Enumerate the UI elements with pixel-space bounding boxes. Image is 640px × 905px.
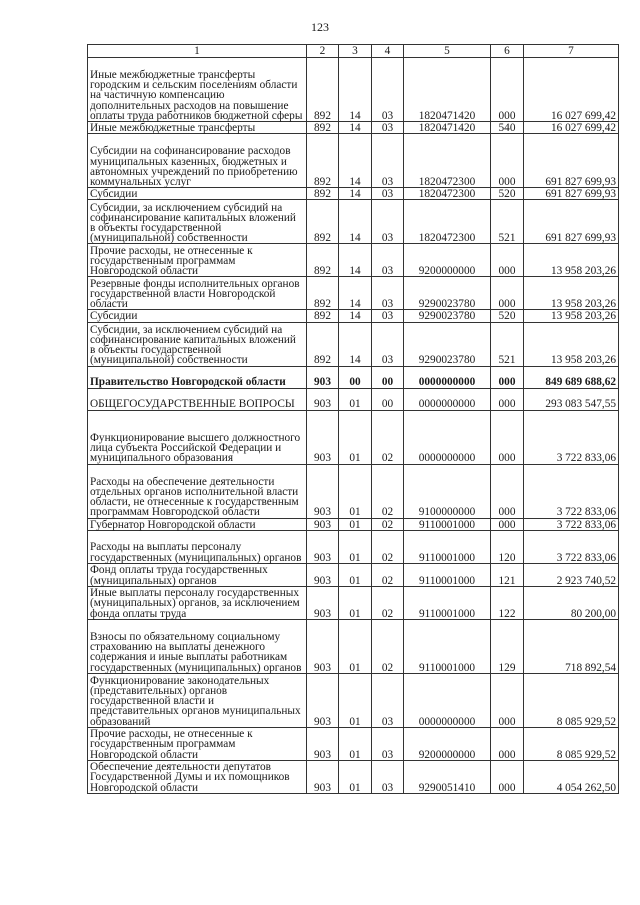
cell-code-5: 9110001000 bbox=[404, 518, 491, 530]
cell-code-2: 903 bbox=[307, 563, 339, 586]
cell-code-6: 129 bbox=[491, 619, 524, 673]
cell-code-4: 03 bbox=[372, 310, 404, 322]
cell-name: Субсидии, за исключением субсидий на софинансирование капитальных вложений в объекты государственной (муниципальной) собственности bbox=[88, 200, 307, 244]
cell-code-5: 1820472300 bbox=[404, 134, 491, 188]
cell-code-6: 000 bbox=[491, 727, 524, 760]
cell-code-3: 14 bbox=[339, 134, 372, 188]
cell-amount: 691 827 699,93 bbox=[524, 188, 619, 200]
cell-code-3: 14 bbox=[339, 58, 372, 122]
cell-code-3: 14 bbox=[339, 122, 372, 134]
table-row bbox=[88, 530, 619, 563]
cell-code-5: 9200000000 bbox=[404, 244, 491, 277]
cell-amount: 13 958 203,26 bbox=[524, 322, 619, 366]
cell-code-2: 892 bbox=[307, 277, 339, 310]
cell-code-4: 02 bbox=[372, 464, 404, 518]
table-row bbox=[88, 134, 619, 188]
cell-code-4: 02 bbox=[372, 619, 404, 673]
cell-name: Функционирование высшего должностного лица субъекта Российской Федерации и муниципального образования bbox=[88, 410, 307, 464]
cell-code-5: 9290023780 bbox=[404, 322, 491, 366]
table-row bbox=[88, 619, 619, 673]
table-row bbox=[88, 388, 619, 410]
cell-code-4: 02 bbox=[372, 518, 404, 530]
cell-code-5: 9100000000 bbox=[404, 464, 491, 518]
cell-code-6: 000 bbox=[491, 464, 524, 518]
cell-code-2: 903 bbox=[307, 530, 339, 563]
cell-code-2: 892 bbox=[307, 134, 339, 188]
header-cell-1: 1 bbox=[88, 45, 307, 58]
cell-amount: 13 958 203,26 bbox=[524, 244, 619, 277]
cell-code-6: 540 bbox=[491, 122, 524, 134]
cell-name: Субсидии на софинансирование расходов муниципальных казенных, бюджетных и автономных учреждений по приобретению коммунальных услуг bbox=[88, 134, 307, 188]
cell-amount: 13 958 203,26 bbox=[524, 310, 619, 322]
cell-code-2: 892 bbox=[307, 310, 339, 322]
cell-code-2: 903 bbox=[307, 518, 339, 530]
cell-name: Иные выплаты персоналу государственных (муниципальных) органов, за исключением фонда оплаты труда bbox=[88, 586, 307, 619]
cell-code-2: 903 bbox=[307, 760, 339, 793]
cell-name: Прочие расходы, не отнесенные к государственным программам Новгородской области bbox=[88, 727, 307, 760]
cell-code-6: 000 bbox=[491, 244, 524, 277]
cell-name: Фонд оплаты труда государственных (муниципальных) органов bbox=[88, 563, 307, 586]
cell-name: Расходы на выплаты персоналу государственных (муниципальных) органов bbox=[88, 530, 307, 563]
cell-code-3: 01 bbox=[339, 518, 372, 530]
cell-code-4: 03 bbox=[372, 122, 404, 134]
cell-code-2: 892 bbox=[307, 244, 339, 277]
cell-name: Субсидии bbox=[88, 188, 307, 200]
cell-code-6: 000 bbox=[491, 277, 524, 310]
cell-amount: 4 054 262,50 bbox=[524, 760, 619, 793]
table-row bbox=[88, 464, 619, 518]
cell-name: Субсидии, за исключением субсидий на софинансирование капитальных вложений в объекты государственной (муниципальной) собственности bbox=[88, 322, 307, 366]
cell-code-5: 9110001000 bbox=[404, 530, 491, 563]
cell-code-6: 000 bbox=[491, 760, 524, 793]
cell-code-2: 903 bbox=[307, 727, 339, 760]
cell-code-6: 520 bbox=[491, 188, 524, 200]
cell-amount: 3 722 833,06 bbox=[524, 464, 619, 518]
cell-code-5: 9110001000 bbox=[404, 586, 491, 619]
cell-code-3: 01 bbox=[339, 563, 372, 586]
cell-amount: 8 085 929,52 bbox=[524, 673, 619, 727]
cell-name: ОБЩЕГОСУДАРСТВЕННЫЕ ВОПРОСЫ bbox=[88, 388, 307, 410]
cell-code-2: 903 bbox=[307, 410, 339, 464]
cell-code-3: 01 bbox=[339, 727, 372, 760]
cell-name: Обеспечение деятельности депутатов Государственной Думы и их помощников Новгородской области bbox=[88, 760, 307, 793]
cell-code-4: 03 bbox=[372, 322, 404, 366]
cell-code-4: 03 bbox=[372, 200, 404, 244]
cell-code-3: 01 bbox=[339, 388, 372, 410]
cell-code-2: 892 bbox=[307, 58, 339, 122]
cell-amount: 691 827 699,93 bbox=[524, 200, 619, 244]
budget-table bbox=[87, 44, 619, 794]
cell-code-3: 01 bbox=[339, 464, 372, 518]
page-number: 123 bbox=[311, 20, 329, 34]
cell-code-3: 01 bbox=[339, 760, 372, 793]
cell-code-4: 03 bbox=[372, 134, 404, 188]
cell-code-6: 122 bbox=[491, 586, 524, 619]
cell-code-6: 000 bbox=[491, 673, 524, 727]
cell-code-6: 000 bbox=[491, 134, 524, 188]
cell-code-5: 9200000000 bbox=[404, 727, 491, 760]
header-cell-7: 7 bbox=[524, 45, 619, 58]
table-row bbox=[88, 122, 619, 134]
cell-amount: 718 892,54 bbox=[524, 619, 619, 673]
cell-name: Функционирование законодательных (представительных) органов государственной власти и представительных органов муниципальных образований bbox=[88, 673, 307, 727]
cell-code-4: 02 bbox=[372, 563, 404, 586]
cell-code-6: 000 bbox=[491, 518, 524, 530]
table-row bbox=[88, 586, 619, 619]
cell-name: Расходы на обеспечение деятельности отдельных органов исполнительной власти области, не отнесенные к государственным программам Новгородской области bbox=[88, 464, 307, 518]
cell-code-5: 9110001000 bbox=[404, 563, 491, 586]
cell-amount: 3 722 833,06 bbox=[524, 410, 619, 464]
cell-code-3: 14 bbox=[339, 200, 372, 244]
cell-code-5: 0000000000 bbox=[404, 366, 491, 388]
cell-code-5: 9110001000 bbox=[404, 619, 491, 673]
header-cell-6: 6 bbox=[491, 45, 524, 58]
cell-name: Прочие расходы, не отнесенные к государственным программам Новгородской области bbox=[88, 244, 307, 277]
cell-code-4: 00 bbox=[372, 366, 404, 388]
cell-code-6: 000 bbox=[491, 388, 524, 410]
cell-amount: 3 722 833,06 bbox=[524, 530, 619, 563]
cell-code-2: 903 bbox=[307, 366, 339, 388]
cell-code-6: 121 bbox=[491, 563, 524, 586]
table-row bbox=[88, 760, 619, 793]
cell-code-5: 0000000000 bbox=[404, 388, 491, 410]
cell-code-4: 03 bbox=[372, 673, 404, 727]
cell-code-5: 9290051410 bbox=[404, 760, 491, 793]
cell-code-3: 14 bbox=[339, 244, 372, 277]
cell-code-3: 01 bbox=[339, 619, 372, 673]
cell-code-4: 03 bbox=[372, 277, 404, 310]
table-row bbox=[88, 188, 619, 200]
table-row bbox=[88, 58, 619, 122]
cell-code-4: 00 bbox=[372, 388, 404, 410]
cell-amount: 16 027 699,42 bbox=[524, 122, 619, 134]
cell-code-3: 14 bbox=[339, 188, 372, 200]
cell-code-6: 000 bbox=[491, 58, 524, 122]
cell-code-5: 0000000000 bbox=[404, 673, 491, 727]
cell-amount: 80 200,00 bbox=[524, 586, 619, 619]
cell-code-3: 14 bbox=[339, 310, 372, 322]
cell-code-3: 00 bbox=[339, 366, 372, 388]
cell-code-2: 903 bbox=[307, 619, 339, 673]
cell-code-2: 892 bbox=[307, 188, 339, 200]
cell-code-3: 01 bbox=[339, 673, 372, 727]
cell-code-4: 02 bbox=[372, 586, 404, 619]
table-row bbox=[88, 518, 619, 530]
cell-code-6: 520 bbox=[491, 310, 524, 322]
table-row bbox=[88, 310, 619, 322]
cell-code-2: 892 bbox=[307, 322, 339, 366]
cell-amount: 3 722 833,06 bbox=[524, 518, 619, 530]
cell-code-2: 903 bbox=[307, 673, 339, 727]
table-row bbox=[88, 410, 619, 464]
cell-code-6: 000 bbox=[491, 410, 524, 464]
cell-name: Взносы по обязательному социальному страхованию на выплаты денежного содержания и иные выплаты работникам государственных (муниципальных) органов bbox=[88, 619, 307, 673]
cell-name: Правительство Новгородской области bbox=[88, 366, 307, 388]
cell-code-2: 892 bbox=[307, 200, 339, 244]
cell-amount: 293 083 547,55 bbox=[524, 388, 619, 410]
table-row bbox=[88, 200, 619, 244]
cell-amount: 16 027 699,42 bbox=[524, 58, 619, 122]
cell-code-5: 9290023780 bbox=[404, 310, 491, 322]
cell-code-5: 1820471420 bbox=[404, 122, 491, 134]
cell-code-4: 03 bbox=[372, 760, 404, 793]
cell-code-6: 521 bbox=[491, 322, 524, 366]
cell-code-4: 03 bbox=[372, 188, 404, 200]
cell-code-4: 02 bbox=[372, 410, 404, 464]
header-cell-4: 4 bbox=[372, 45, 404, 58]
cell-code-5: 1820471420 bbox=[404, 58, 491, 122]
cell-name: Губернатор Новгородской области bbox=[88, 518, 307, 530]
cell-name: Иные межбюджетные трансферты bbox=[88, 122, 307, 134]
cell-code-3: 01 bbox=[339, 586, 372, 619]
cell-code-4: 03 bbox=[372, 727, 404, 760]
cell-code-3: 01 bbox=[339, 530, 372, 563]
header-cell-2: 2 bbox=[307, 45, 339, 58]
cell-code-4: 02 bbox=[372, 530, 404, 563]
cell-code-6: 521 bbox=[491, 200, 524, 244]
table-row bbox=[88, 727, 619, 760]
cell-code-3: 01 bbox=[339, 410, 372, 464]
cell-amount: 2 923 740,52 bbox=[524, 563, 619, 586]
header-cell-3: 3 bbox=[339, 45, 372, 58]
cell-code-5: 9290023780 bbox=[404, 277, 491, 310]
table-row bbox=[88, 244, 619, 277]
cell-code-5: 1820472300 bbox=[404, 200, 491, 244]
cell-name: Субсидии bbox=[88, 310, 307, 322]
cell-code-4: 03 bbox=[372, 58, 404, 122]
cell-name: Резервные фонды исполнительных органов государственной власти Новгородской области bbox=[88, 277, 307, 310]
cell-code-2: 903 bbox=[307, 388, 339, 410]
cell-amount: 8 085 929,52 bbox=[524, 727, 619, 760]
cell-code-2: 892 bbox=[307, 122, 339, 134]
cell-code-5: 1820472300 bbox=[404, 188, 491, 200]
cell-code-5: 0000000000 bbox=[404, 410, 491, 464]
cell-code-3: 14 bbox=[339, 277, 372, 310]
table-row bbox=[88, 366, 619, 388]
table-row bbox=[88, 322, 619, 366]
table-header-row bbox=[88, 45, 619, 58]
cell-code-2: 903 bbox=[307, 586, 339, 619]
cell-amount: 13 958 203,26 bbox=[524, 277, 619, 310]
table-row bbox=[88, 563, 619, 586]
cell-code-3: 14 bbox=[339, 322, 372, 366]
cell-code-6: 120 bbox=[491, 530, 524, 563]
header-cell-5: 5 bbox=[404, 45, 491, 58]
table-body bbox=[88, 58, 619, 794]
cell-amount: 691 827 699,93 bbox=[524, 134, 619, 188]
cell-code-2: 903 bbox=[307, 464, 339, 518]
cell-amount: 849 689 688,62 bbox=[524, 366, 619, 388]
cell-code-6: 000 bbox=[491, 366, 524, 388]
table-row bbox=[88, 673, 619, 727]
cell-name: Иные межбюджетные трансферты городским и сельским поселениям области на частичную компенсацию дополнительных расходов на повышение оплаты труда работников бюджетной сферы bbox=[88, 58, 307, 122]
table-row bbox=[88, 277, 619, 310]
cell-code-4: 03 bbox=[372, 244, 404, 277]
